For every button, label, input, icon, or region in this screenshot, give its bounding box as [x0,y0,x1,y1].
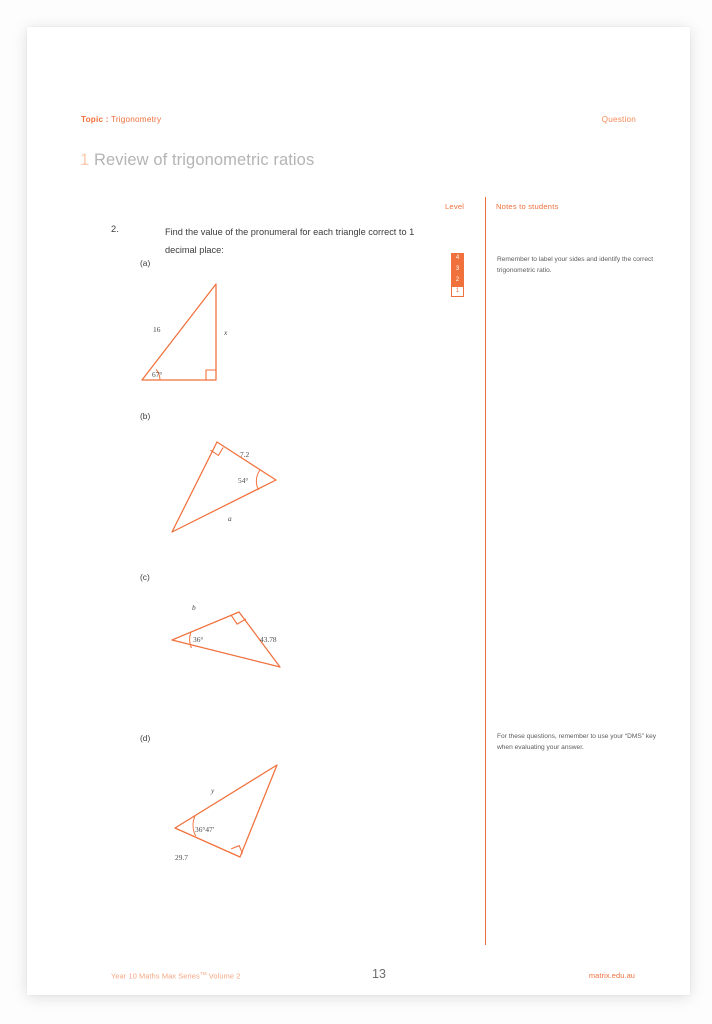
part-label-b: (b) [140,411,151,421]
page-title [80,151,314,170]
level-badge: 1 [451,286,464,297]
figure-c-angle-label: 36° [193,635,204,644]
figure-d-side-label: 29.7 [175,853,188,862]
footer-volume: Volume 2 [206,971,241,981]
note-to-students: For these questions, remember to use your “DMS” key when evaluating your answer. [497,733,657,751]
footer-series [111,971,240,980]
figure-d-pronumeral: y [211,786,215,795]
figure-a-pronumeral: x [224,328,228,337]
level-badge-stack [451,253,464,297]
question-tag: Question [601,115,636,124]
part-label-c: (c) [140,572,150,582]
question-text: Find the value of the pronumeral for each triangle correct to 1 decimal place: [165,227,415,255]
figure-a-side-label: 16 [153,325,161,334]
level-badge: 2 [451,275,464,286]
figure-b-angle-label: 54° [238,476,249,485]
figure-d-angle-label: 36°47' [195,825,215,834]
note-to-students: Remember to label your sides and identify the correct trigonometric ratio. [497,256,654,274]
topic-line [81,115,161,124]
figure-a-angle-label: 67° [152,370,163,379]
figure-b-side-label: 7.2 [240,450,250,459]
part-label-a: (a) [140,258,151,268]
page-number: 13 [372,967,386,981]
vertical-divider [485,197,486,945]
figure-c-side-label: 43.78 [260,635,277,644]
question-number: 2. [111,224,119,234]
footer-trademark: TM [199,971,207,976]
figure-c [127,592,312,692]
document-page [27,27,690,995]
figure-d [127,752,312,877]
figure-c-pronumeral: b [192,603,196,612]
footer-series-name: Year 10 Maths Max Series [111,971,200,981]
figure-b-pronumeral: a [228,514,232,523]
topic-value: Trigonometry [108,115,162,124]
level-badge: 4 [451,253,464,264]
part-label-d: (d) [140,733,151,743]
figure-b [127,427,302,552]
footer-website[interactable]: matrix.edu.au [588,971,635,980]
level-column-header: Level [445,202,465,211]
notes-column-header: Notes to students [496,202,559,211]
chapter-title: Review of trigonometric ratios [93,151,315,169]
chapter-number: 1 [80,151,90,169]
level-badge: 3 [451,264,464,275]
topic-label: Topic : [81,115,109,124]
figure-a [127,252,287,402]
